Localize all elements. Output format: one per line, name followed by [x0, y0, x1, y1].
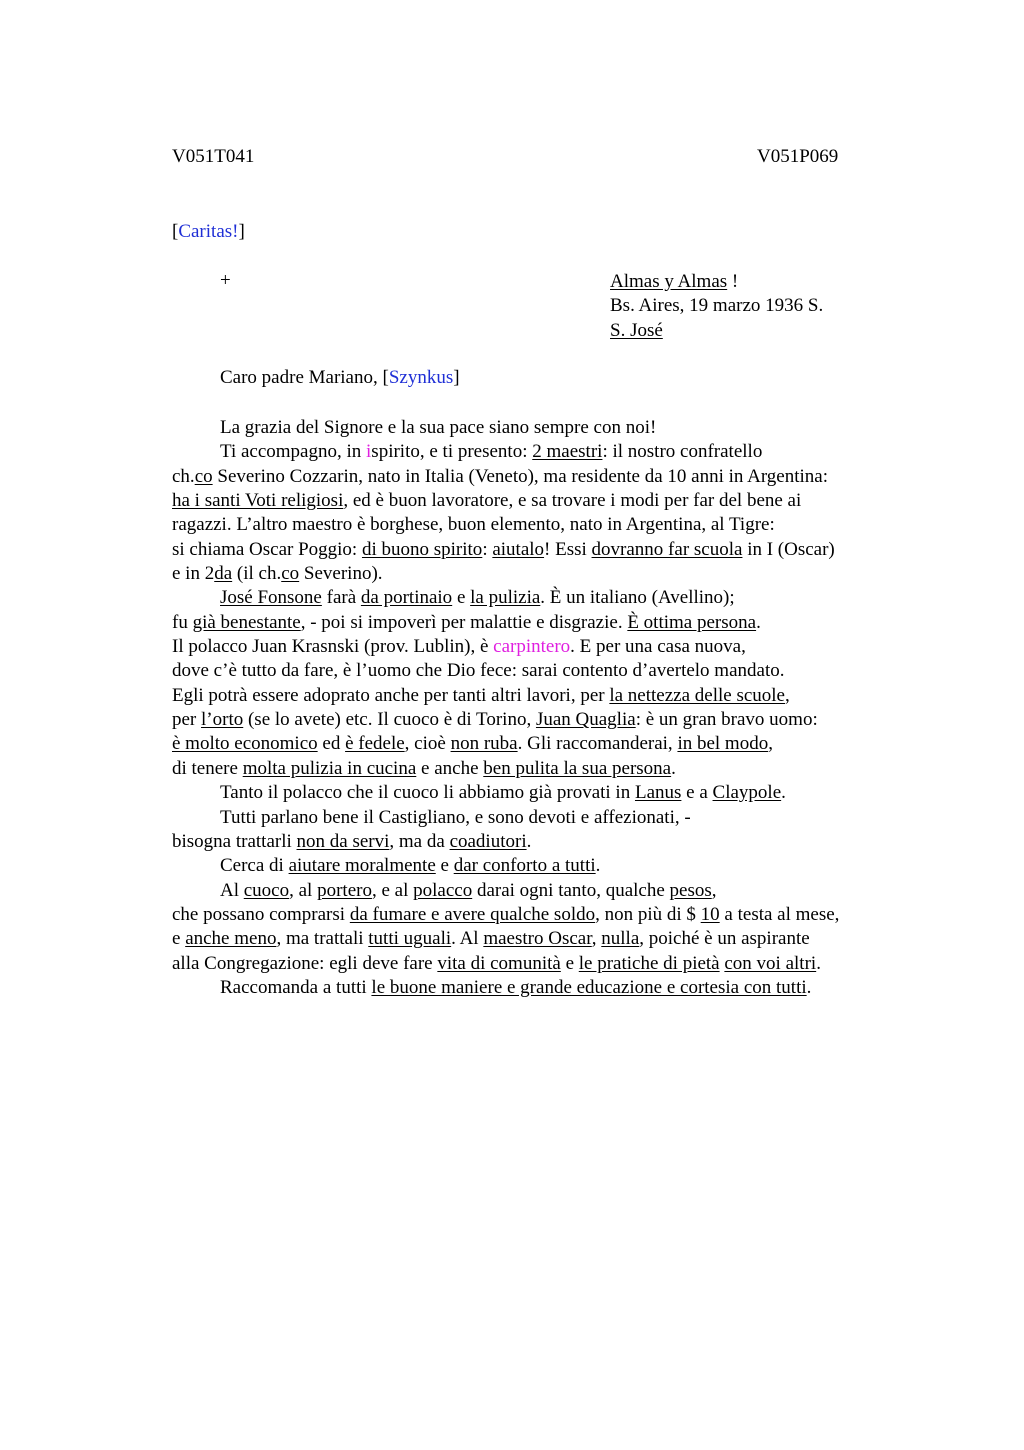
- text-segment: Severino Cozzarin, nato in Italia (Veneto), ma residente da 10 anni in Argentina:: [212, 465, 829, 487]
- letter-line: [172, 854, 912, 878]
- text-segment: , cioè: [404, 733, 451, 755]
- letter-line: [172, 440, 912, 464]
- underlined-text: da: [214, 563, 233, 585]
- document-code-right: V051P069: [757, 146, 839, 167]
- saint-name: S. José: [610, 319, 663, 341]
- underlined-text: Lanus: [634, 782, 682, 804]
- underlined-text: non ruba: [450, 733, 518, 755]
- letter-line: [172, 927, 912, 951]
- text-segment: , al: [289, 879, 318, 901]
- letter-line: [172, 489, 912, 513]
- underlined-text: le buone maniere e grande educazione e cortesia con tutti: [371, 976, 807, 998]
- greeting: [220, 367, 460, 389]
- text-segment: .: [595, 855, 601, 877]
- underlined-text: è fedele: [345, 733, 405, 755]
- underlined-text: l’orto: [201, 709, 244, 731]
- letter-line: [172, 952, 912, 976]
- underlined-text: José Fonsone: [220, 587, 322, 609]
- letter-line: [172, 757, 912, 781]
- underlined-text: anche meno: [185, 928, 277, 950]
- motto-tail: !: [727, 271, 739, 292]
- document-code-left: V051T041: [172, 146, 255, 167]
- underlined-text: Claypole: [712, 782, 782, 804]
- text-segment: e: [452, 587, 471, 609]
- underlined-text: le pratiche di pietà: [578, 952, 720, 974]
- underlined-text: la pulizia: [470, 587, 541, 609]
- underlined-text: dar conforto a tutti: [453, 855, 596, 877]
- text-segment: Ti accompagno, in: [220, 441, 367, 463]
- letter-line: [172, 611, 912, 635]
- caritas-word: Caritas!: [178, 221, 239, 242]
- text-segment: , e al: [371, 879, 414, 901]
- text-segment: Tutti parlano bene il Castigliano, e sono devoti e affezionati, -: [220, 806, 691, 828]
- text-segment: . Gli raccomanderai,: [517, 733, 678, 755]
- text-segment: e in 2: [172, 563, 215, 585]
- letter-line: [172, 465, 912, 489]
- underlined-text: in bel modo: [677, 733, 769, 755]
- letter-line: [172, 562, 912, 586]
- text-segment: .: [756, 611, 761, 633]
- text-segment: ! Essi: [544, 538, 592, 560]
- greeting-text: Caro padre Mariano, [: [220, 367, 389, 388]
- text-segment: alla Congregazione: egli deve fare: [172, 952, 438, 974]
- underlined-text: coadiutori: [449, 830, 527, 852]
- text-segment: , ed è buon lavoratore, e sa trovare i modi per far del bene ai: [343, 490, 802, 512]
- text-segment: i: [366, 441, 372, 463]
- caritas-heading: [172, 221, 245, 243]
- underlined-text: 2 maestri: [532, 441, 603, 463]
- letter-line: [172, 513, 912, 537]
- letter-line: [172, 684, 912, 708]
- underlined-text: co: [194, 465, 213, 487]
- letter-line: [172, 879, 912, 903]
- underlined-text: 10: [700, 903, 720, 925]
- underlined-text: tutti uguali: [368, 928, 452, 950]
- text-segment: dove c’è tutto da fare, è l’uomo che Dio fece: sarai contento d’avertelo mandato.: [172, 660, 785, 682]
- text-segment: che possano comprarsi: [172, 903, 350, 925]
- text-segment: e a: [681, 782, 713, 804]
- text-segment: di tenere: [172, 757, 243, 779]
- letter-line: [172, 538, 912, 562]
- text-segment: , non più di $: [595, 903, 701, 925]
- text-segment: ed: [317, 733, 346, 755]
- underlined-text: aiutalo: [492, 538, 545, 560]
- letter-line: [172, 732, 912, 756]
- underlined-text: pesos: [669, 879, 712, 901]
- text-segment: Raccomanda a tutti: [220, 976, 372, 998]
- underlined-text: da fumare e avere qualche soldo: [349, 903, 596, 925]
- underlined-text: maestro Oscar: [483, 928, 592, 950]
- text-segment: fu: [172, 611, 193, 633]
- text-segment: Tanto il polacco che il cuoco li abbiamo già provati in: [220, 782, 635, 804]
- underlined-text: cuoco: [243, 879, 290, 901]
- underlined-text: vita di comunità: [437, 952, 561, 974]
- text-segment: e: [172, 928, 186, 950]
- text-segment: Egli potrà essere adoprato anche per tanti altri lavori, per: [172, 684, 610, 706]
- text-segment: Cerca di: [220, 855, 289, 877]
- underlined-text: portero: [317, 879, 372, 901]
- text-segment: , ma trattali: [276, 928, 369, 950]
- letter-body: [172, 416, 912, 1000]
- bracket-close: ]: [238, 221, 245, 242]
- text-segment: .: [526, 830, 532, 852]
- text-segment: Severino).: [299, 563, 383, 585]
- underlined-text: dovranno far scuola: [591, 538, 743, 560]
- date-block: [610, 270, 823, 343]
- text-segment: : il nostro confratello: [602, 441, 763, 463]
- date-line-3: [610, 319, 823, 343]
- underlined-text: la nettezza delle scuole: [609, 684, 785, 706]
- text-segment: , - poi si impoverì per malattie e disgrazie.: [300, 611, 628, 633]
- date-line-1: [610, 270, 823, 294]
- text-segment: .: [816, 952, 821, 974]
- text-segment: (il ch.: [232, 563, 282, 585]
- text-segment: in I (Oscar): [742, 538, 835, 560]
- underlined-text: è molto economico: [172, 733, 318, 755]
- letter-line: [172, 708, 912, 732]
- text-segment: .: [671, 757, 676, 779]
- underlined-text: con voi altri: [724, 952, 817, 974]
- text-segment: darai ogni tanto, qualche: [472, 879, 670, 901]
- letter-line: [172, 635, 912, 659]
- bracket-open: [: [172, 221, 179, 242]
- underlined-text: ben pulita la sua persona: [483, 757, 672, 779]
- text-segment: per: [172, 709, 202, 731]
- text-segment: e: [560, 952, 579, 974]
- text-segment: bisogna trattarli: [172, 830, 297, 852]
- letter-line: [172, 659, 912, 683]
- text-segment: Al: [220, 879, 244, 901]
- underlined-text: aiutare moralmente: [288, 855, 436, 877]
- text-segment: ,: [711, 879, 717, 901]
- text-segment: farà: [321, 587, 361, 609]
- text-segment: (se lo avete) etc. Il cuoco è di Torino,: [243, 709, 536, 731]
- text-segment: si chiama Oscar Poggio:: [172, 538, 362, 560]
- text-segment: La grazia del Signore e la sua pace siano sempre con noi!: [220, 417, 657, 438]
- text-segment: ragazzi. L’altro maestro è borghese, buon elemento, nato in Argentina, al Tigre:: [172, 514, 775, 536]
- text-segment: e: [435, 855, 454, 877]
- underlined-text: nulla: [601, 928, 640, 950]
- cross-symbol: +: [220, 270, 231, 291]
- text-segment: ,: [785, 684, 790, 706]
- underlined-text: Juan Quaglia: [535, 709, 636, 731]
- text-segment: spirito, e ti presento:: [371, 441, 533, 463]
- text-segment: , poiché è un aspirante: [639, 928, 810, 950]
- text-segment: a testa al mese,: [719, 903, 840, 925]
- text-segment: ,: [591, 928, 602, 950]
- underlined-text: da portinaio: [360, 587, 453, 609]
- text-segment: .: [781, 782, 786, 804]
- underlined-text: già benestante: [192, 611, 301, 633]
- underlined-text: non da servi: [296, 830, 390, 852]
- text-segment: ,: [768, 733, 773, 755]
- text-segment: . E per una casa nuova,: [570, 636, 746, 658]
- letter-line: [172, 781, 912, 805]
- underlined-text: di buono spirito: [361, 538, 483, 560]
- letter-line: [172, 903, 912, 927]
- underlined-text: ha i santi Voti religiosi: [172, 490, 344, 512]
- greeting-surname: Szynkus: [388, 367, 454, 388]
- text-segment: .: [806, 976, 812, 998]
- underlined-text: È ottima persona: [627, 611, 757, 633]
- underlined-text: polacco: [413, 879, 473, 901]
- text-segment: e anche: [416, 757, 484, 779]
- greeting-bracket-close: ]: [453, 367, 460, 388]
- underlined-text: co: [281, 563, 300, 585]
- text-segment: :: [482, 538, 493, 560]
- text-segment: ch.: [172, 465, 195, 487]
- text-segment: . È un italiano (Avellino);: [540, 587, 735, 609]
- text-segment: : è un gran bravo uomo:: [635, 709, 818, 731]
- underlined-text: molta pulizia in cucina: [242, 757, 417, 779]
- date-line-2: Bs. Aires, 19 marzo 1936 S.: [610, 295, 824, 317]
- letter-line: [172, 830, 912, 854]
- text-segment: , ma da: [389, 830, 450, 852]
- text-segment: Il polacco Juan Krasnski (prov. Lublin), è: [172, 636, 494, 658]
- text-segment: carpintero: [493, 636, 571, 658]
- letter-line: [172, 416, 912, 440]
- motto: Almas y Almas: [610, 271, 728, 292]
- text-segment: . Al: [451, 928, 484, 950]
- letter-line: [172, 586, 912, 610]
- letter-line: [172, 976, 912, 1000]
- letter-line: [172, 806, 912, 830]
